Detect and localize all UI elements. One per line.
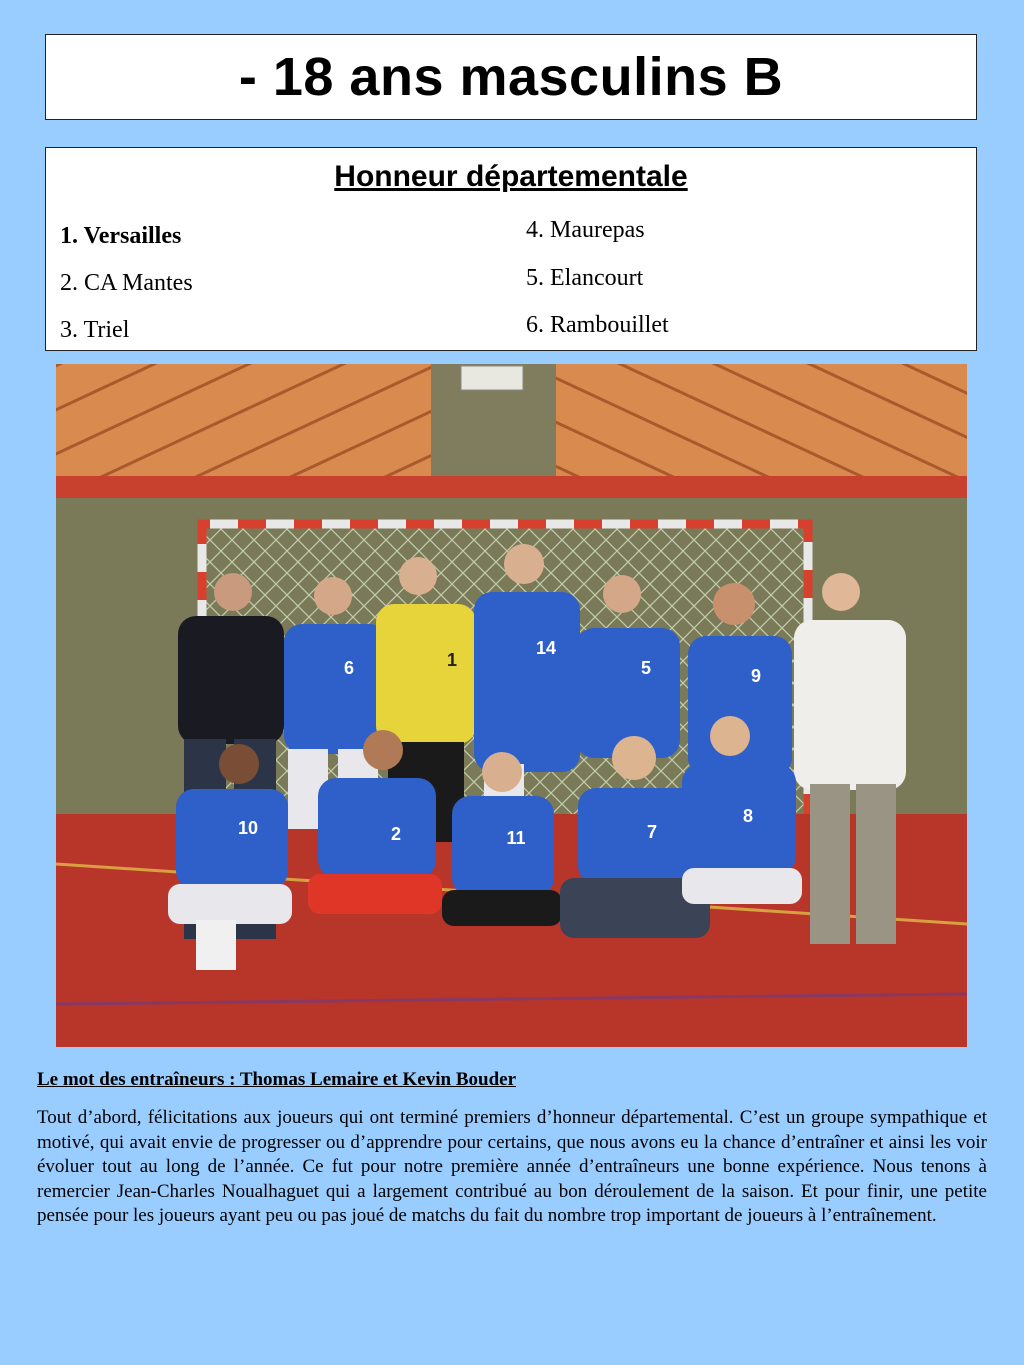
team-photo <box>56 364 967 1047</box>
ranking-box <box>45 147 977 351</box>
ranking-item: 6. Rambouillet <box>526 312 669 338</box>
coaches-heading: Le mot des entraîneurs : Thomas Lemaire et Kevin Bouder <box>37 1069 517 1090</box>
jersey-number: 7 <box>646 822 658 842</box>
ranking-item: 4. Maurepas <box>526 217 645 243</box>
jersey-number: 14 <box>535 638 557 658</box>
light-fixture <box>461 366 523 390</box>
jersey-number: 9 <box>750 666 762 686</box>
jersey-number: 6 <box>343 658 355 678</box>
wall-stripe <box>56 476 967 498</box>
ranking-item: 1. Versailles <box>60 223 182 249</box>
jersey-number: 5 <box>640 658 652 678</box>
ranking-heading: Honneur départementale <box>334 160 688 193</box>
jersey-number: 11 <box>506 828 526 848</box>
jersey-number: 8 <box>742 806 754 826</box>
wood-ceiling-left <box>56 364 431 490</box>
wood-ceiling-right <box>556 364 967 482</box>
ranking-item: 2. CA Mantes <box>60 270 193 296</box>
ranking-item: 5. Elancourt <box>526 265 644 291</box>
ranking-item: 3. Triel <box>60 317 130 343</box>
page-title: - 18 ans masculins B <box>238 47 784 107</box>
jersey-number: 1 <box>446 650 458 670</box>
player-back-coach <box>794 573 906 944</box>
title-box <box>45 34 977 120</box>
coaches-paragraph: Tout d’abord, félicitations aux joueurs qui ont terminé premiers d’honneur départemental. C’est un groupe sympathique et motivé, qui avait envie de progresser ou d’apprendre pour certains, que nous avons eu la chance d’entraîner et ainsi les voir évoluer tout au long de l’année. Ce fut pour notre première année d’entraîneurs une bonne expérience. Nous tenons à remercier Jean-Charles Noualhaguet qui a largement contribué au bon déroulement de la saison. Et pour finir, une petite pensée pour les joueurs ayant peu ou pas joué de matchs du fait du nombre trop important de joueurs à l’entraînement. <box>37 1107 987 1226</box>
jersey-number: 10 <box>237 818 259 838</box>
jersey-number: 2 <box>390 824 402 844</box>
